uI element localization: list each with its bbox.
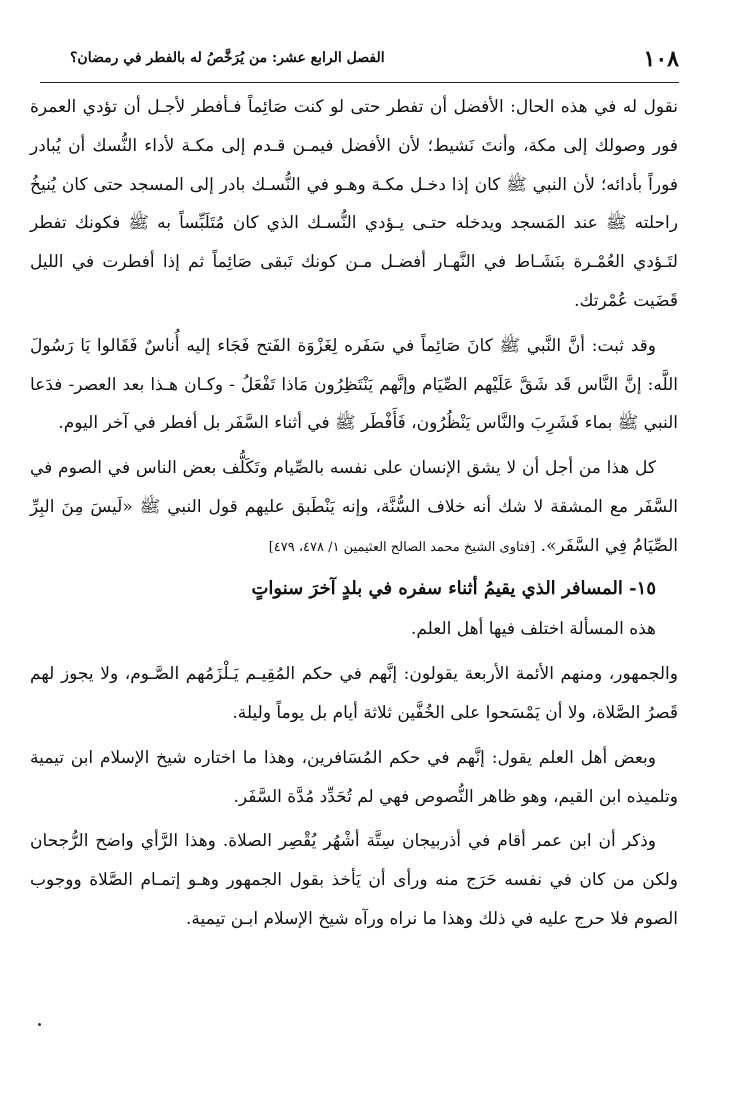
paragraph — [30, 449, 678, 567]
print-mark — [38, 1023, 41, 1026]
paragraph: وقد ثبت: أنَّ النَّبي ﷺ كانَ صَائِماً في سَفَره لِغَزْوَة الفَتح فَجَاء إليه أُناسٌ فَقَالوا يَا رَسُولَ اللَّه: إنَّ النَّاس قَد شَقَّ عَلَيْهم الصِّيَام وإنَّهم يَنْتَظِرُون مَاذا تَفْعَلُ - وكـان هـذا بعد العصر- فدَعا النبي ﷺ بماء فَشَرِبَ والنَّاس يَنْظُرُون، فَأَفْطَر ﷺ في أثناء السَّفَر بل أفطر في آخر اليوم. — [30, 335, 678, 434]
running-title: الفصل الرابع عشر: من يُرَخَّصُ له بالفطر في رمضان؟ — [70, 50, 385, 66]
section-heading: ١٥- المسافر الذي يقيمُ أثناء سفره في بلدٍ آخرَ سنواتٍ — [251, 577, 656, 599]
page-body — [30, 88, 678, 945]
paragraph-text: كل هذا من أجل أن لا يشق الإنسان على نفسه بالصِّيام وتَكَلُّف بعض الناس في الصوم في السَّفَر مع المشقة لا شك أنه خلاف السُّنَّة، وإنه يَنْطَبق عليهم قول النبي ﷺ «لَيسَ مِنَ البِرِّ الصِّيَامُ فِي السَّفَر». — [30, 458, 678, 556]
paragraph: وبعض أهل العلم يقول: إنَّهم في حكم المُسَافرين، وهذا ما اختاره شيخ الإسلام ابن تيمية وتلميذه ابن القيم، وهو ظاهر النُّصوص فهي لم تُحَدِّد مُدَّة السَّفَر. — [30, 747, 678, 807]
citation: [فتاوى الشيخ محمد الصالح العثيمين ١/ ٤٧٨، ٤٧٩] — [268, 539, 536, 555]
paragraph: هذه المسألة اختلف فيها أهل العلم. — [410, 619, 656, 640]
page-number: ١٠٨ — [643, 46, 679, 72]
page-header — [40, 44, 679, 84]
paragraph: والجمهور، ومنهم الأئمة الأربعة يقولون: إنَّهم في حكم المُقِيـم يَـلْزَمُهم الصَّـوم، ولا يجوز لهم قَصرُ الصَّلاة، ولا أن يَمْسَحوا على الخُفَّين ثلاثة أيام بل يوماً وليلة. — [30, 664, 678, 723]
paragraph: نقول له في هذه الحال: الأفضل أن تفطر حتى لو كنت صَائِماً فـأفطر لأجـل أن تؤدي العمرة فور وصولك إلى مكة، وأنتَ نَشيط؛ لأن الأفضل فيمـن قـدم إلى مكـة لأداء النُّسك أن يُبادر فوراً بأدائه؛ لأن النبي ﷺ كان إذا دخـل مكـة وهـو في النُّسـك بادر إلى المسجد حتى كان يُنيخُ راحلته ﷺ عند المَسجد ويدخله حتـى يـؤدي النُّسـك الذي كان مُتَلَبِّساً به ﷺ فكونك تفطر لتَـؤدي العُمْـرة بنَشَـاط في النَّهـار أفضـل مـن كونك تَبقى صَائِماً ثم إذا أفطرت في الليل قَضَيت عُمْرتك. — [30, 97, 678, 311]
paragraph: وذكر أن ابن عمر أقام في أذربيجان سِتَّة أشْهُر يُقْصِر الصلاة. وهذا الرَّأي واضح الرُّجحان ولكن من كان في نفسه حَرَج منه ورأى أن يَأخذ بقول الجمهور وهـو إتمـام الصَّلاة ووجوب الصوم فلا حرج عليه في ذلك وهذا ما نراه ورآه شيخ الإسلام ابـن تيمية. — [30, 831, 678, 929]
header-divider — [40, 82, 679, 83]
